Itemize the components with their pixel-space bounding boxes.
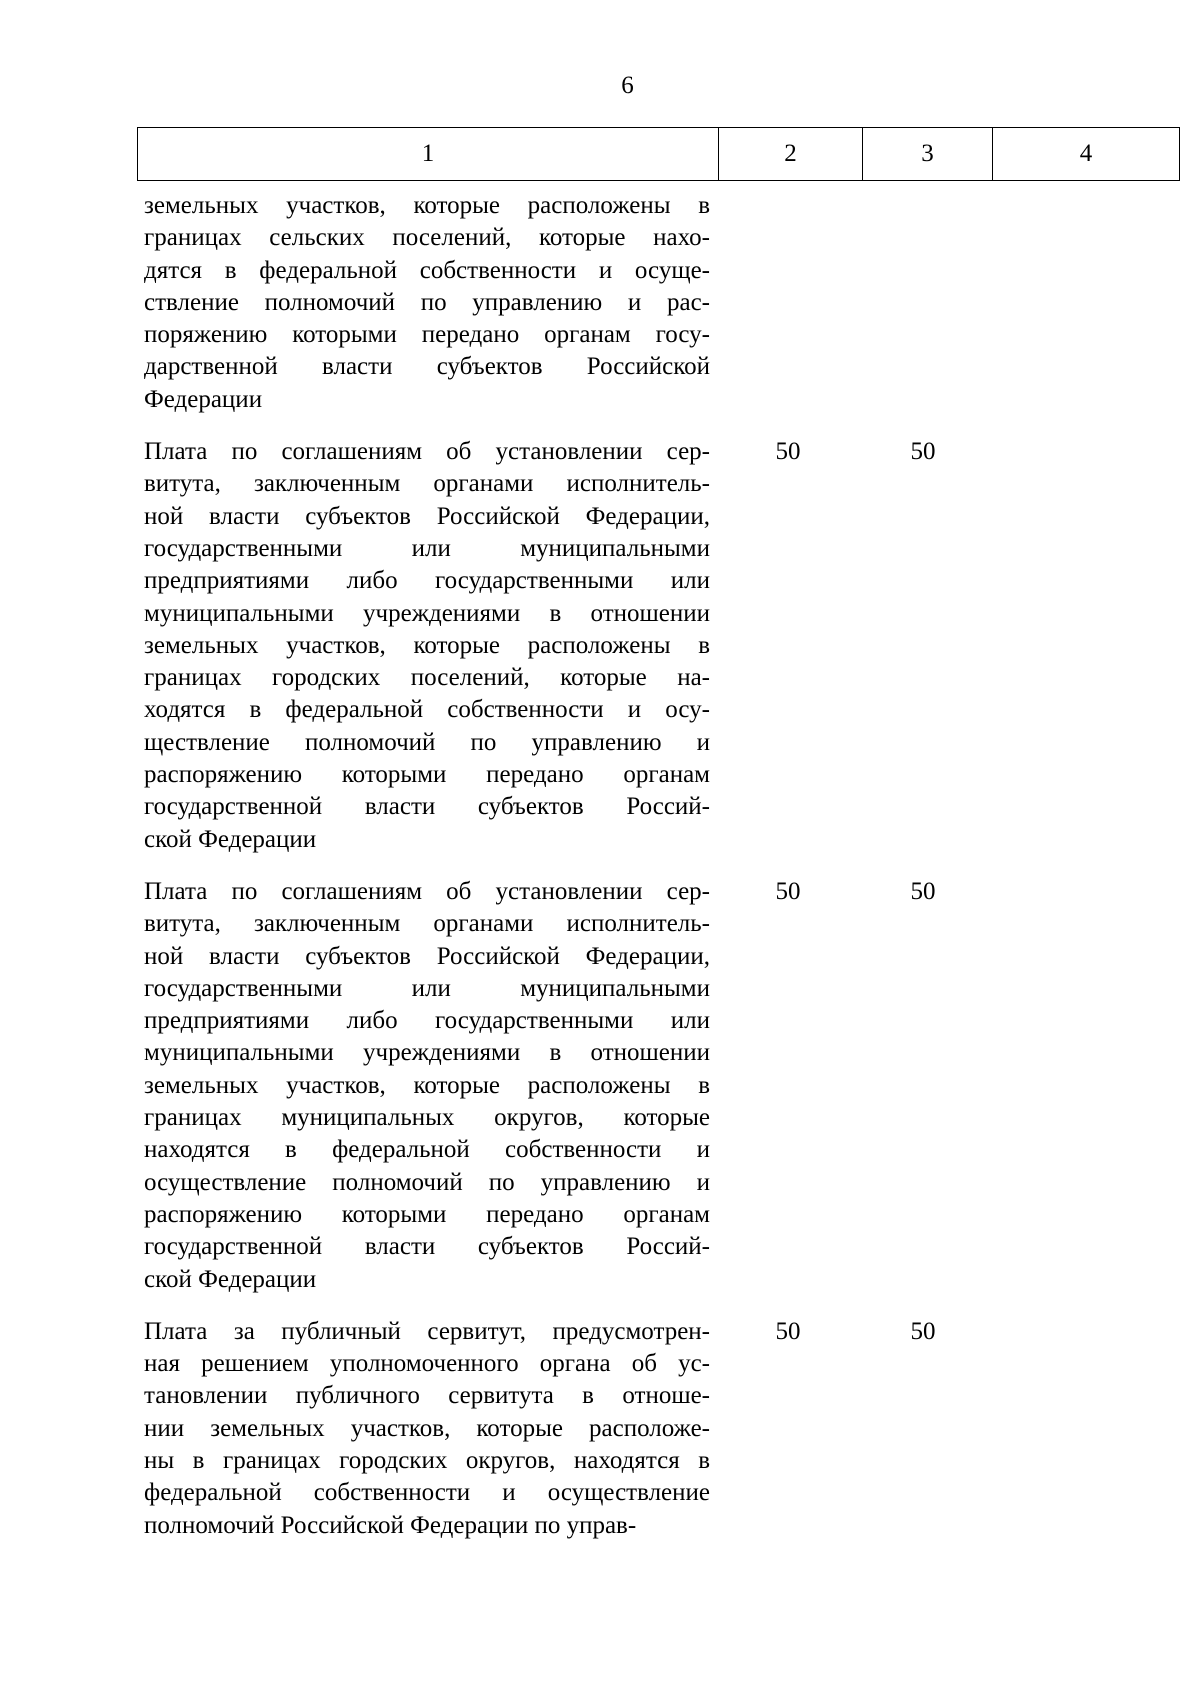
description-line: границах сельских поселений, которые нахо- (144, 224, 710, 252)
description-line: ществление полномочий по управлению и (144, 728, 710, 756)
description-line: ской Федерации (144, 825, 317, 853)
description-line: Федерации (144, 385, 263, 413)
description-line: предприятиями либо государственными или (144, 1007, 710, 1035)
description-line: тановлении публичного сервитута в отноше- (144, 1382, 710, 1410)
row-value-col3: 50 (910, 877, 936, 905)
description-line: государственными или муниципальными (144, 534, 710, 562)
table-row (0, 1316, 1200, 1542)
description-line: границах муниципальных округов, которые (144, 1104, 710, 1132)
description-line: Плата по соглашениям об установлении сер- (144, 438, 710, 466)
description-line: предприятиями либо государственными или (144, 567, 710, 595)
description-line: дарственной власти субъектов Российской (144, 353, 710, 381)
description-line: распоряжению которыми передано органам (144, 1200, 710, 1228)
table-header (137, 127, 1180, 181)
column-header-3: 3 (863, 128, 993, 181)
row-value-col3: 50 (910, 438, 936, 466)
description-line: нии земельных участков, которые расположе- (144, 1414, 710, 1442)
description-line: муниципальными учреждениями в отношении (144, 599, 710, 627)
row-gap (0, 416, 1200, 436)
description-line: земельных участков, которые расположены в (144, 192, 710, 219)
description-line: осуществление полномочий по управлению и (144, 1168, 710, 1196)
description-line: Плата по соглашениям об установлении сер- (144, 877, 710, 905)
description-line: ствление полномочий по управлению и рас- (144, 288, 710, 316)
description-line: дятся в федеральной собственности и осуще- (144, 256, 710, 284)
page-number: 6 (621, 72, 634, 99)
table-row (0, 190, 1200, 416)
description-line: государственной власти субъектов Россий- (144, 1233, 710, 1261)
description-line: земельных участков, которые расположены в (144, 1071, 710, 1099)
row-description (144, 876, 710, 1296)
description-line: государственной власти субъектов Россий- (144, 793, 710, 821)
description-line: Плата за публичный сервитут, предусмотрен- (144, 1317, 710, 1345)
description-line: находятся в федеральной собственности и (144, 1136, 710, 1164)
description-line: ной власти субъектов Российской Федерации, (144, 502, 710, 530)
row-value-col3: 50 (910, 1317, 936, 1345)
table-header-row (138, 128, 1180, 181)
table-body (0, 190, 1200, 1542)
description-line: ная решением уполномоченного органа об ус- (144, 1350, 710, 1378)
description-line: ной власти субъектов Российской Федерации, (144, 942, 710, 970)
row-description (144, 436, 710, 856)
row-gap (0, 856, 1200, 876)
description-line: государственными или муниципальными (144, 974, 710, 1002)
row-description (144, 190, 710, 416)
description-line: ходятся в федеральной собственности и осу- (144, 696, 710, 724)
description-line: ской Федерации (144, 1265, 317, 1293)
description-line: федеральной собственности и осуществление (144, 1479, 710, 1507)
row-gap (0, 1296, 1200, 1316)
description-line: поряжению которыми передано органам госу- (144, 321, 710, 349)
description-line: муниципальными учреждениями в отношении (144, 1039, 710, 1067)
column-header-4: 4 (993, 128, 1180, 181)
column-header-1: 1 (138, 128, 719, 181)
description-line: распоряжению которыми передано органам (144, 761, 710, 789)
description-line: ны в границах городских округов, находятся в (144, 1446, 710, 1474)
table-row (0, 436, 1200, 856)
table-row (0, 876, 1200, 1296)
description-line: границах городских поселений, которые на- (144, 664, 710, 692)
description-line: полномочий Российской Федерации по управ- (144, 1511, 637, 1539)
row-value-col2: 50 (775, 438, 801, 466)
description-line: витута, заключенным органами исполнитель- (144, 910, 710, 938)
row-value-col2: 50 (775, 1317, 801, 1345)
row-description (144, 1316, 710, 1542)
description-line: земельных участков, которые расположены в (144, 631, 710, 659)
row-value-col2: 50 (775, 877, 801, 905)
description-line: витута, заключенным органами исполнитель- (144, 470, 710, 498)
column-header-2: 2 (719, 128, 863, 181)
